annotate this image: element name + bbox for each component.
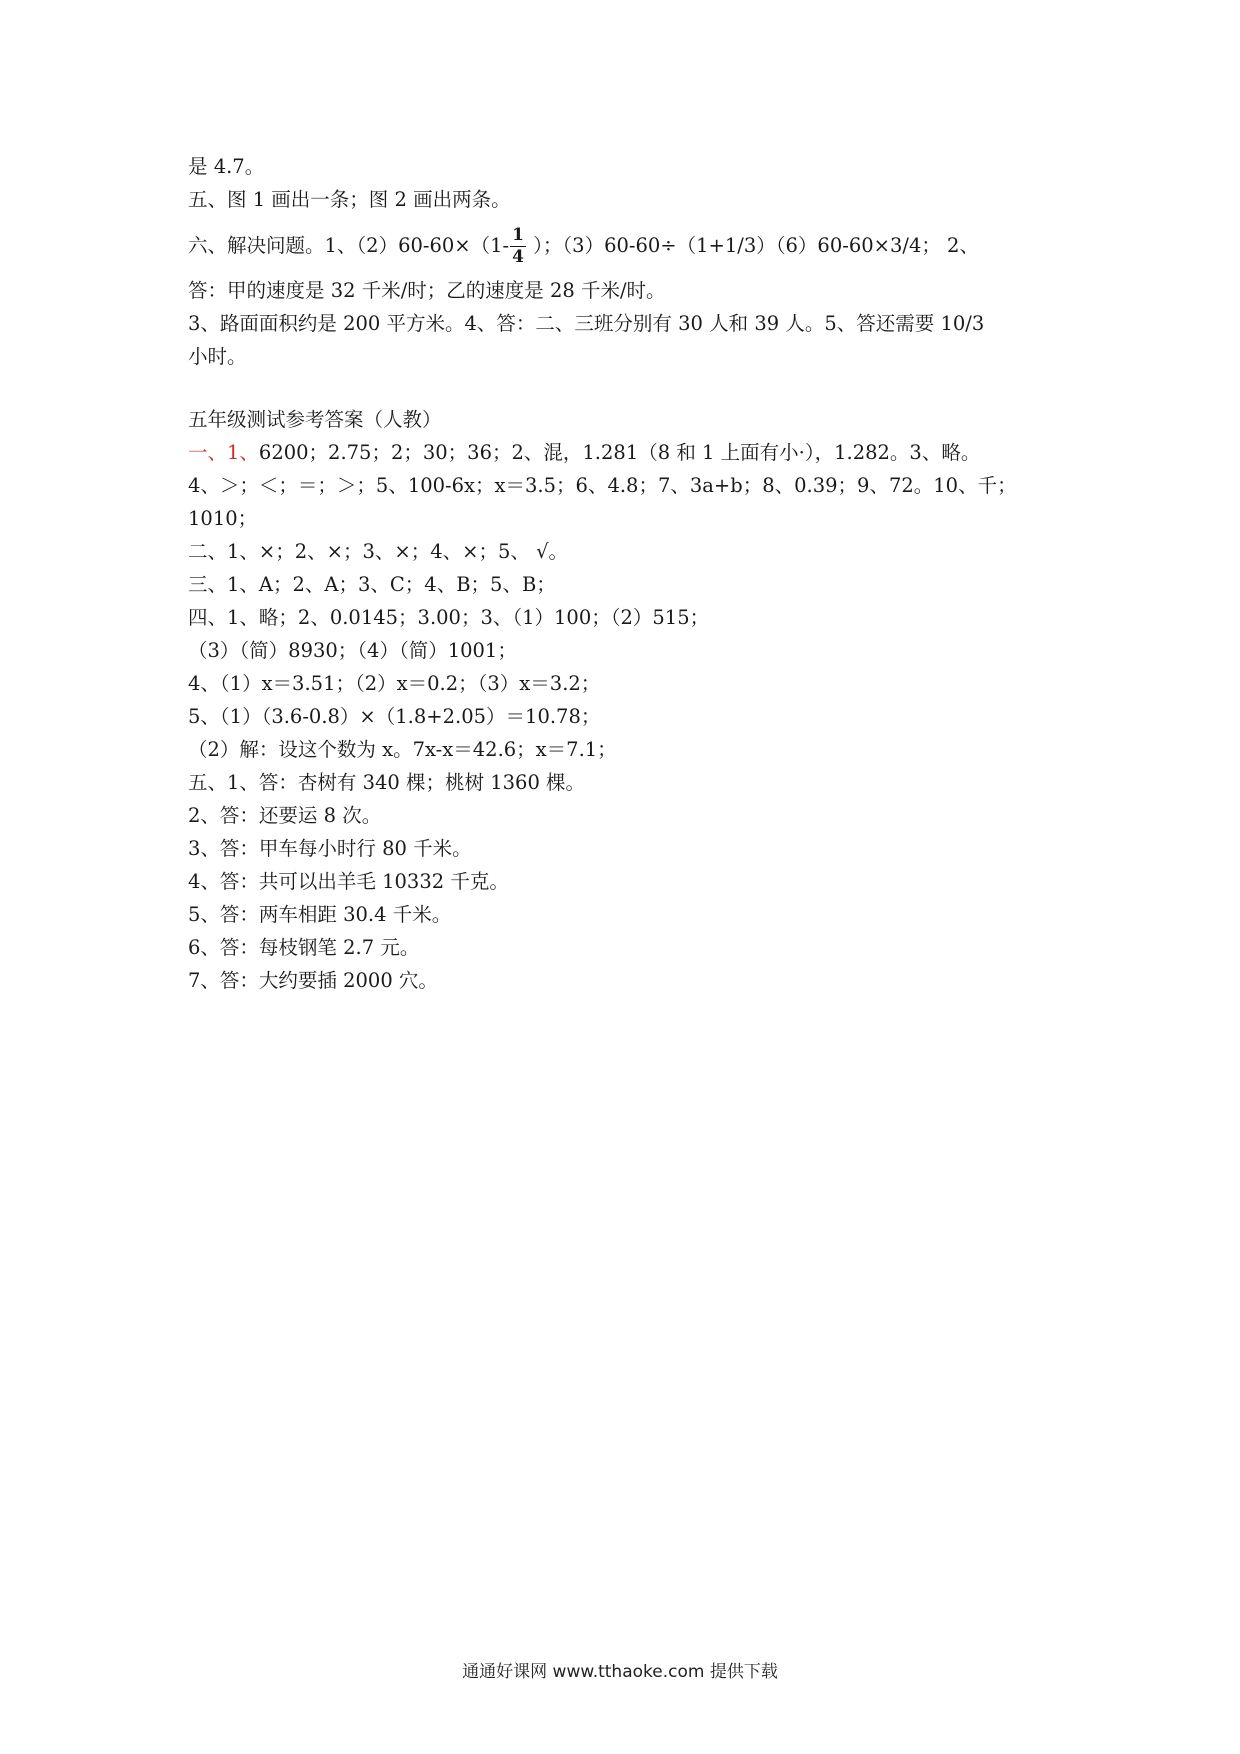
text-line: 答：甲的速度是 32 千米/时；乙的速度是 28 千米/时。 — [188, 279, 666, 302]
text-line: 小时。 — [188, 345, 247, 368]
text-line — [188, 436, 1068, 469]
text-line: 2、答：还要运 8 次。 — [188, 804, 382, 827]
text-line: 5、（1）（3.6-0.8）×（1.8+2.05）＝10.78； — [188, 705, 601, 728]
text-line: 五、图 1 画出一条；图 2 画出两条。 — [188, 188, 511, 211]
text-line: 3、路面面积约是 200 平方米。4、答：二、三班分别有 30 人和 39 人。5、答还需要 10/3 — [188, 312, 985, 335]
text-line: 是 4.7。 — [188, 155, 265, 178]
answer-content — [188, 150, 1068, 997]
text-line: 4、＞；＜；＝；＞；5、100-6x；x＝3.5；6、4.8；7、3a+b；8、0.39；9、72。10、千； — [188, 474, 1017, 497]
text-line: （2）解：设这个数为 x。7x-x＝42.6；x＝7.1； — [188, 738, 617, 761]
text-line: 二、1、×；2、×；3、×；4、×；5、 √。 — [188, 540, 569, 563]
text-line: 4、答：共可以出羊毛 10332 千克。 — [188, 870, 509, 893]
text-line: 五、1、答：杏树有 340 棵；桃树 1360 棵。 — [188, 771, 586, 794]
text-line: 1010； — [188, 507, 258, 530]
fraction — [510, 225, 526, 268]
section-title: 五年级测试参考答案（人教） — [188, 408, 442, 431]
highlight-label: 一、1、 — [188, 441, 259, 464]
page-footer: 通通好课网 www.tthaoke.com 提供下载 — [462, 1662, 778, 1682]
line-segment: 6200；2.75；2；30；36；2、混，1.281（8 和 1 上面有小·），1.282。3、略。 — [258, 441, 981, 464]
text-line: 三、1、A；2、A；3、C；4、B；5、B； — [188, 573, 556, 596]
line-segment: ）；（3）60-60÷（1+1/3）（6）60-60×3/4； 2、 — [526, 234, 979, 257]
text-line: 6、答：每枝钢笔 2.7 元。 — [188, 936, 420, 959]
fraction-denominator: 4 — [512, 247, 524, 267]
text-line: 四、1、略；2、0.0145；3.00；3、（1）100；（2）515； — [188, 606, 710, 629]
spacer — [188, 373, 1068, 403]
text-line: 4、（1）x＝3.51；（2）x＝0.2；（3）x＝3.2； — [188, 672, 601, 695]
text-line-with-fraction — [188, 218, 1068, 274]
fraction-numerator: 1 — [512, 225, 524, 245]
text-line: 7、答：大约要插 2000 穴。 — [188, 969, 438, 992]
text-line: 3、答：甲车每小时行 80 千米。 — [188, 837, 472, 860]
text-line: 5、答：两车相距 30.4 千米。 — [188, 903, 452, 926]
line-segment: 六、解决问题。1、（2）60-60×（1- — [188, 234, 510, 257]
text-line: （3）（简）8930；（4）（简）1001； — [188, 639, 517, 662]
